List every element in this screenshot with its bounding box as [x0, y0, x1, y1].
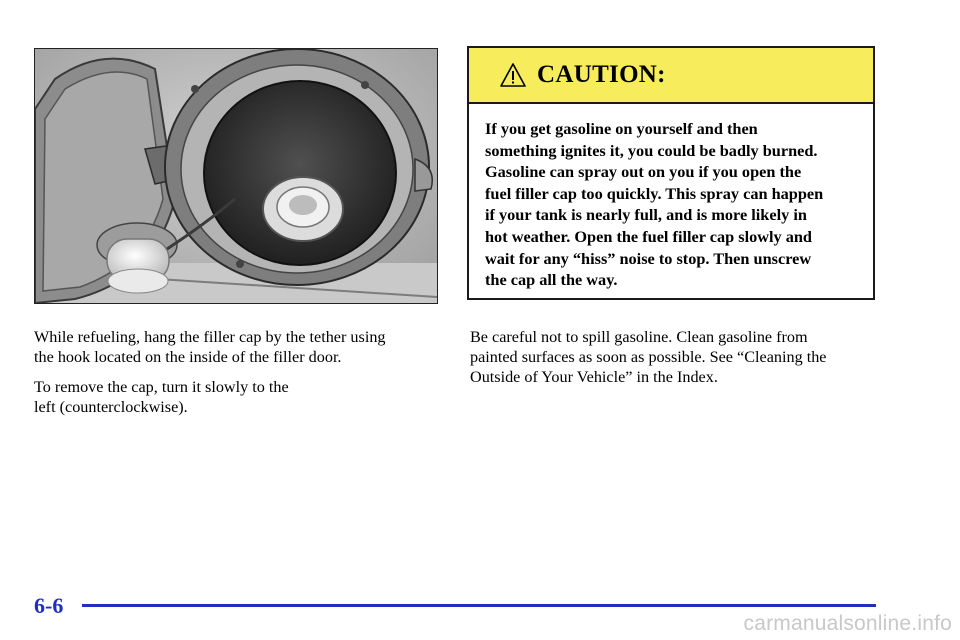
caution-line: if your tank is nearly full, and is more likely in: [485, 205, 807, 225]
fuel-door-illustration: [35, 49, 437, 303]
text-line: the hook located on the inside of the filler door.: [34, 348, 342, 366]
spill-paragraph: [470, 327, 890, 387]
caution-box: [467, 46, 875, 300]
caution-header: [469, 48, 873, 104]
right-column-text: [470, 327, 890, 387]
footer-rule: [82, 604, 876, 607]
fuel-door-photo: [34, 48, 438, 304]
caution-text: [485, 118, 857, 291]
text-line: left (counterclockwise).: [34, 398, 188, 416]
caution-line: wait for any “hiss” noise to stop. Then unscrew: [485, 248, 812, 268]
caution-title: CAUTION:: [537, 61, 666, 88]
warning-triangle-icon: [499, 62, 527, 88]
caution-line: fuel filler cap too quickly. This spray can happen: [485, 183, 824, 203]
text-line: Be careful not to spill gasoline. Clean gasoline from: [470, 328, 808, 346]
caution-line: If you get gasoline on yourself and then: [485, 119, 758, 138]
caution-line: something ignites it, you could be badly burned.: [485, 140, 818, 160]
remove-cap-paragraph: [34, 377, 444, 417]
page-number: 6-6: [34, 593, 64, 618]
refueling-paragraph: [34, 327, 444, 367]
text-line: Outside of Your Vehicle” in the Index.: [470, 368, 718, 386]
text-line: To remove the cap, turn it slowly to the: [34, 378, 289, 396]
text-line: painted surfaces as soon as possible. See “Cleaning the: [470, 348, 827, 366]
caution-line: the cap all the way.: [485, 270, 618, 290]
caution-line: hot weather. Open the fuel filler cap slowly and: [485, 226, 812, 246]
text-line: While refueling, hang the filler cap by the tether using: [34, 328, 386, 346]
left-column-text: [34, 327, 444, 427]
watermark: carmanualsonline.info: [743, 612, 952, 635]
caution-line: Gasoline can spray out on you if you open the: [485, 162, 802, 182]
